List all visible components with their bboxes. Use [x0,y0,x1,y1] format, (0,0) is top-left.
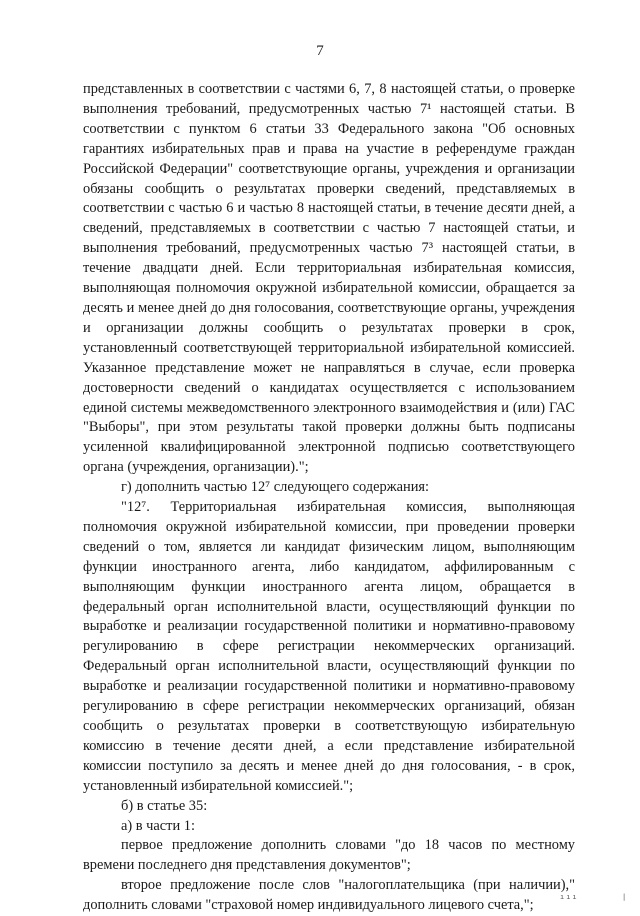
paragraph-item-g: г) дополнить частью 12⁷ следующего содержания: [121,479,430,496]
paragraph-first-sentence: первое предложение дополнить словами "до 18 часов по местному времени последнего дня представления документов"; [83,837,575,874]
footer-marks [560,893,630,901]
document-body [83,80,575,916]
paragraph-item-a: а) в части 1: [121,817,195,834]
paragraph-item-b: б) в статье 35: [121,797,208,814]
paragraph-continuation: представленных в соответствии с частями 6, 7, 8 настоящей статьи, о проверке выполнения требований, предусмотренных частью 7¹ настоящей статьи. В соответствии с пунктом 6 статьи 33 Федерального закона "Об основных гарантиях избирательных прав и права на участие в референдуме граждан Российской Федерации" соответствующие органы, учреждения и организации обязаны сообщить о результатах проверки сведений, представляемых в соответствии с частью 6 и частью 8 настоящей статьи, в течение десяти дней, а сведений, представляемых в соответствии с частью 7 настоящей статьи, и выполнения требований, предусмотренных частью 7³ настоящей статьи, в течение двадцати дней. Если территориальная избирательная комиссия, выполняющая полномочия окружной избирательной комиссии, обращается за десять и менее дней до дня голосования, соответствующие органы, учреждения и организации должны сообщить о результатах проверки в срок, установленный соответствующей территориальной избирательной комиссией. Указанное представление может не направляться в случае, если проверка достоверности сведений о кандидатах осуществляется с использованием единой системы межведомственного электронного взаимодействия и (или) ГАС "Выборы", при этом результаты такой проверки должны быть подписаны усиленной квалифицированной электронной подписью соответствующего органа (учреждения, организации)."; [83,81,575,476]
paragraph-part-12-7: "12⁷. Территориальная избирательная комиссия, выполняющая полномочия окружной избирательной комиссии, при проведении проверки сведений о том, является ли кандидат физическим лицом, выполняющим функции иностранного агента, либо кандидатом, аффилированным с выполняющим функции иностранного агента лицом, обращается в федеральный орган исполнительной власти, осуществляющий функции по выработке и реализации государственной политики и нормативно-правовому регулированию в сфере регистрации некоммерческих организаций. Федеральный орган исполнительной власти, осуществляющий функции по выработке и реализации государственной политики и нормативно-правовому регулированию в сфере регистрации некоммерческих организаций, обязан сообщить о результатах проверки в соответствующую избирательную комиссию в течение десяти дней, а если представление избирательной комиссии поступило за десять и менее дней до дня голосования, - в срок, установленный избирательной комиссией."; [83,499,575,794]
footer-marks-text: ııı [560,893,579,901]
paragraph-second-sentence: второе предложение после слов "налогоплательщика (при наличии)," дополнить словами "страховой номер индивидуального лицевого счета,"; [83,877,575,914]
corner-tick-icon: | [622,893,629,901]
page-number: 7 [316,43,324,59]
